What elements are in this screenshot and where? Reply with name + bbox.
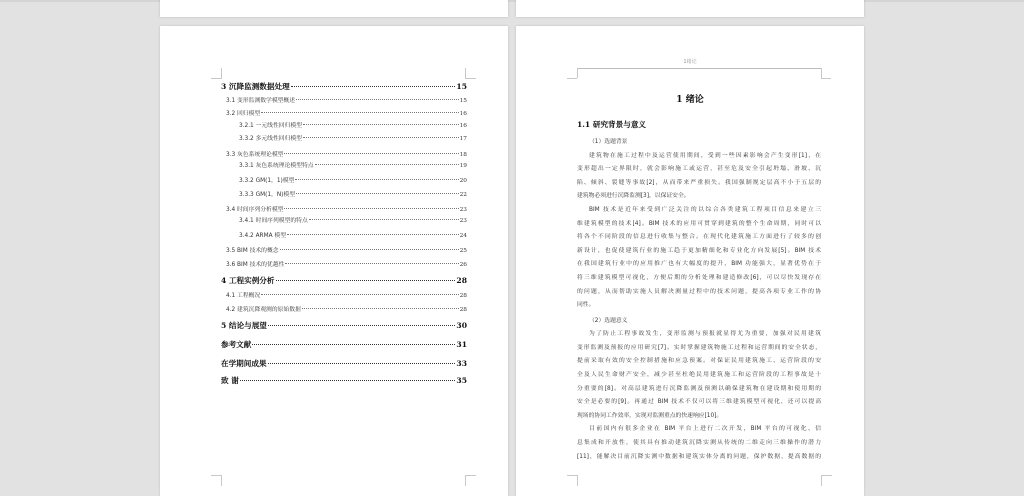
toc-entry-title: 3.1 变形监测数学模型概述 bbox=[226, 98, 296, 104]
toc-entry-title: 5 结论与展望 bbox=[221, 321, 267, 330]
dot-leader bbox=[261, 294, 458, 295]
toc-entry-title: 参考文献 bbox=[221, 340, 252, 349]
toc-entry[interactable] bbox=[221, 340, 467, 350]
paragraph-line: [11]，能解决目前沉降实测中数据和建筑实体分离的问题，保护数据，提高数据的 bbox=[577, 453, 821, 460]
toc-entry[interactable] bbox=[221, 109, 467, 119]
previous-page-right bbox=[516, 0, 864, 17]
toc-entry[interactable] bbox=[221, 231, 467, 241]
toc-entry-page-number: 22 bbox=[459, 192, 467, 198]
previous-page-left bbox=[160, 0, 508, 17]
page-table-of-contents bbox=[160, 26, 508, 496]
toc-entry[interactable] bbox=[221, 216, 467, 226]
toc-entry-page-number: 15 bbox=[459, 98, 467, 104]
dot-leader bbox=[287, 234, 459, 235]
toc-entry-title: 3.2.1 一元线性回归模型 bbox=[239, 123, 302, 129]
crop-mark-top-left bbox=[567, 78, 577, 79]
toc-entry-title: 3.6 BIM 技术的优越性 bbox=[226, 262, 285, 268]
toc-entry-page-number: 30 bbox=[456, 321, 467, 330]
dot-leader bbox=[268, 325, 456, 326]
toc-entry[interactable] bbox=[221, 190, 467, 200]
subheading: （1）选题背景 bbox=[589, 139, 628, 145]
toc-entry-page-number: 33 bbox=[456, 359, 467, 368]
toc-entry[interactable] bbox=[221, 150, 467, 160]
dot-leader bbox=[252, 344, 455, 345]
toc-entry[interactable] bbox=[221, 376, 467, 386]
toc-entry-page-number: 25 bbox=[459, 248, 467, 254]
toc-entry-title: 3.5 BIM 技术的概念 bbox=[226, 248, 279, 254]
paragraph-line: 陷、倾斜、裂缝等事故[2]，从而带来严重损失。我国强制规定层高不小于五层的 bbox=[577, 179, 821, 186]
toc-entry-title: 3.4.2 ARMA 模型 bbox=[239, 233, 286, 239]
toc-entry-page-number: 28 bbox=[459, 293, 467, 299]
crop-mark-top-right bbox=[821, 78, 831, 79]
running-header: 1绪论 bbox=[683, 59, 697, 65]
dot-leader bbox=[291, 86, 456, 87]
toc-entry-page-number: 28 bbox=[456, 276, 467, 285]
paragraph-line: BIM 技术是近年来受到广泛关注的以综合各类建筑工程项目信息来建立三 bbox=[589, 207, 821, 213]
crop-mark-bottom-right bbox=[465, 475, 476, 486]
paragraph-line: 维建筑模型的技术[4]。BIM 技术的应用可贯穿到建筑的整个生命周期，同时可以 bbox=[577, 220, 821, 227]
paragraph-line: 为了防止工程事故发生，变形监测与预报就显得尤为重要，加强对民用建筑 bbox=[589, 331, 821, 338]
crop-mark-bottom-left bbox=[211, 475, 222, 486]
toc-entry-page-number: 23 bbox=[459, 218, 467, 224]
paragraph-line: 安全是必要的[9]。再通过 BIM 技术不仅可以将三维建筑模型可视化，还可以提高 bbox=[577, 399, 821, 406]
paragraph-line: 新设计，也促使建筑行业的施工趋于更加精细化和专业化方向发展[5]。BIM 技术 bbox=[577, 247, 821, 254]
toc-entry[interactable] bbox=[221, 305, 467, 315]
toc-entry[interactable] bbox=[221, 205, 467, 215]
toc-entry-title: 3.2 回归模型 bbox=[226, 111, 261, 117]
toc-entry-title: 3.3.1 灰色系统理论模型特点 bbox=[239, 163, 314, 169]
paragraph-line: 提前采取有效的安全控制措施和应急预案。对保证民用建筑施工、运营阶段的安 bbox=[577, 358, 821, 365]
paragraph-line: 同性。 bbox=[577, 302, 595, 309]
chapter-title: 1 绪论 bbox=[676, 95, 704, 105]
toc-entry[interactable] bbox=[221, 276, 467, 286]
dot-leader bbox=[280, 249, 459, 250]
toc-entry-page-number: 23 bbox=[459, 207, 467, 213]
toc-entry-title: 3.3 灰色系统理论模型 bbox=[226, 152, 284, 158]
dot-leader bbox=[284, 153, 458, 154]
toc-entry[interactable] bbox=[221, 291, 467, 301]
toc-entry-title: 3 沉降监测数据处理 bbox=[221, 82, 290, 91]
paragraph-line: 的问题，从而帮助实施人员解决测量过程中的技术问题，提高各项专业工作的协 bbox=[577, 288, 821, 295]
toc-entry[interactable] bbox=[221, 82, 467, 92]
paragraph-line: 全及人民生命财产安全，减少甚至杜绝民用建筑施工和运营阶段的工程事故是十 bbox=[577, 372, 821, 378]
paragraph-line: 分重要的[8]。对高层建筑进行沉降监测及预测以确保建筑物在建设期和使用期的 bbox=[577, 385, 821, 392]
paragraph-line: 将各个不同阶段的信息进行收集与整合。在现代化建筑施工方面进行了较多的创 bbox=[577, 234, 821, 241]
toc-entry-page-number: 18 bbox=[459, 152, 467, 158]
paragraph-line: 目前国内有很多企业在 BIM 平台上进行二次开发，BIM 平台的可视化、信 bbox=[589, 426, 821, 433]
dot-leader bbox=[303, 137, 459, 138]
toc-entry-title: 致 谢 bbox=[221, 376, 239, 385]
header-rule-drop-left bbox=[577, 68, 578, 78]
paragraph-line: 变形监测及预报的应用研究[7]。实时掌握建筑物施工过程和运营期间的安全状态， bbox=[577, 344, 821, 351]
toc-entry-page-number: 31 bbox=[456, 340, 467, 349]
toc-entry-title: 3.3.2 多元线性回归模型 bbox=[239, 136, 302, 142]
toc-entry-page-number: 19 bbox=[459, 163, 467, 169]
dot-leader bbox=[315, 164, 459, 165]
toc-entry-title: 3.3.3 GM(1，N)模型 bbox=[239, 192, 296, 198]
subheading: （2）选题意义 bbox=[589, 317, 628, 324]
toc-entry[interactable] bbox=[221, 176, 467, 186]
header-rule-drop-right bbox=[821, 68, 822, 78]
section-title: 1.1 研究背景与意义 bbox=[577, 120, 647, 129]
toc-entry[interactable] bbox=[221, 121, 467, 131]
dot-leader bbox=[276, 280, 456, 281]
dot-leader bbox=[295, 179, 458, 180]
paragraph-line: 息集成和开放性，使其具有推动建筑沉降实测从传统的二维走向三维操作的潜力 bbox=[577, 440, 821, 446]
toc-entry-title: 4 工程实例分析 bbox=[221, 276, 275, 285]
dot-leader bbox=[240, 380, 456, 381]
paragraph-line: 现场的协同工作效率，实现对监测重点的快速响应[10]。 bbox=[577, 412, 723, 419]
toc-entry[interactable] bbox=[221, 96, 467, 106]
dot-leader bbox=[284, 208, 458, 209]
dot-leader bbox=[285, 263, 458, 264]
toc-entry[interactable] bbox=[221, 260, 467, 270]
toc-entry-page-number: 17 bbox=[459, 136, 467, 142]
toc-entry-title: 3.4.1 时间序列模型的特点 bbox=[239, 218, 308, 224]
toc-entry-page-number: 16 bbox=[459, 111, 467, 117]
toc-entry-page-number: 35 bbox=[456, 376, 467, 385]
crop-mark-bottom-right bbox=[821, 475, 832, 486]
dot-leader bbox=[268, 363, 456, 364]
toc-entry-title: 在学期间成果 bbox=[221, 359, 267, 368]
toc-entry-title: 3.3.2 GM(1，1)模型 bbox=[239, 178, 295, 184]
dot-leader bbox=[296, 99, 459, 100]
paragraph-line: 建筑物必须进行沉降监测[3]，以保证安全。 bbox=[577, 193, 690, 200]
paragraph-line: 将三维建筑模型可视化，方便后期的分析处理和建造修改[6]，可以尽快发现存在 bbox=[577, 275, 821, 281]
dot-leader bbox=[296, 193, 459, 194]
toc-entry-title: 3.4 时间序列分析模型 bbox=[226, 207, 284, 213]
dot-leader bbox=[302, 308, 459, 309]
toc-entry-page-number: 15 bbox=[456, 82, 467, 91]
paragraph-line: 在我国建筑行业中的应用推广也有大幅度的提升，BIM 功能强大，显著优势在于 bbox=[577, 261, 821, 268]
header-rule bbox=[577, 68, 821, 69]
dot-leader bbox=[309, 219, 459, 220]
toc-entry-title: 4.2 建筑沉降观测的原始数据 bbox=[226, 307, 301, 313]
toc-entry-page-number: 26 bbox=[459, 262, 467, 268]
dot-leader bbox=[261, 112, 458, 113]
toc-entry-page-number: 28 bbox=[459, 307, 467, 313]
crop-mark-top-right bbox=[465, 68, 476, 79]
dot-leader bbox=[303, 124, 459, 125]
toc-entry[interactable] bbox=[221, 321, 467, 331]
toc-entry[interactable] bbox=[221, 134, 467, 144]
paragraph-line: 建筑物在施工过程中及运营使用期间，受到一些因素影响会产生变形[1]，在 bbox=[589, 152, 821, 159]
toolbar-edge bbox=[0, 0, 1024, 2]
crop-mark-bottom-left bbox=[567, 475, 578, 486]
toc-entry-page-number: 20 bbox=[459, 178, 467, 184]
crop-mark-top-left bbox=[211, 68, 222, 79]
toc-entry[interactable] bbox=[221, 246, 467, 256]
toc-entry-page-number: 16 bbox=[459, 123, 467, 129]
toc-entry-title: 4.1 工程概况 bbox=[226, 293, 261, 299]
toc-entry-page-number: 24 bbox=[459, 233, 467, 239]
paragraph-line: 变形超出一定界限时，就会影响施工或运营，甚至危及安全引起坍塌、滑坡、沉 bbox=[577, 166, 821, 173]
toc-entry[interactable] bbox=[221, 359, 467, 369]
toc-entry[interactable] bbox=[221, 161, 467, 171]
page-chapter-1 bbox=[516, 26, 864, 496]
